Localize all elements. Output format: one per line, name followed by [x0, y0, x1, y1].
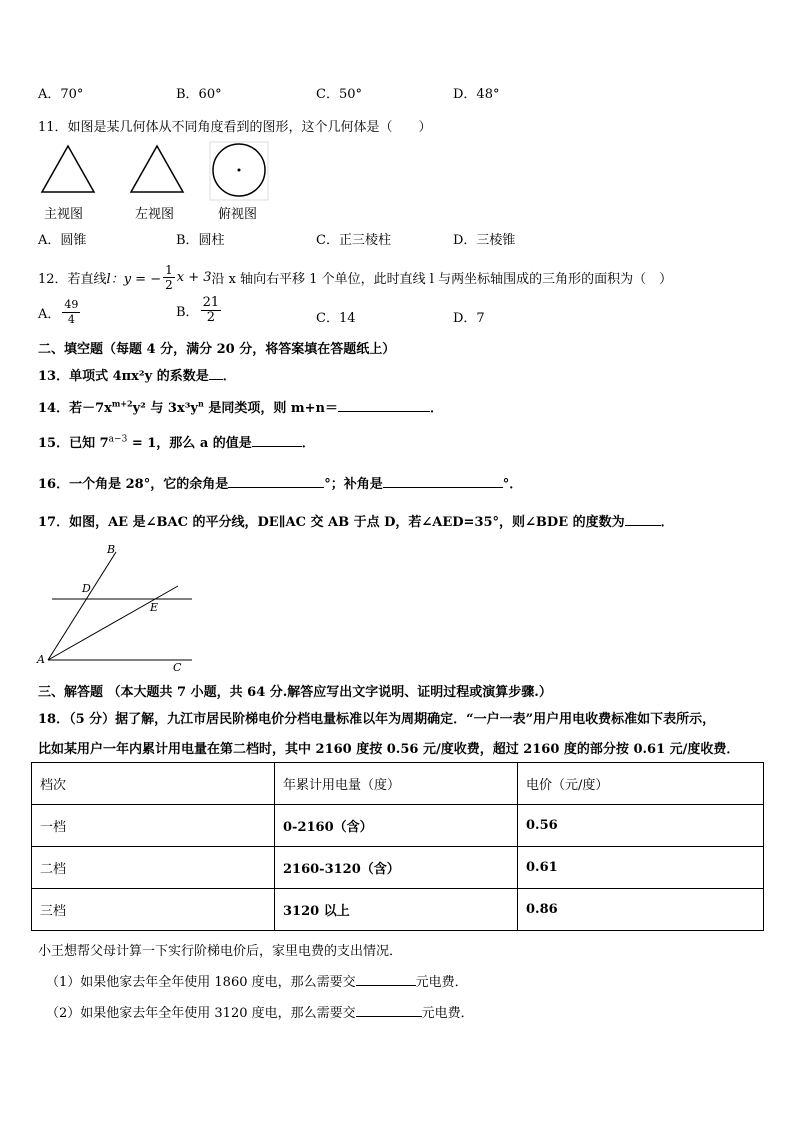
q15-answer-blank — [252, 434, 302, 447]
label-B: B — [107, 543, 116, 556]
q18-sub-1: （1）如果他家去年全年使用 1860 度电，那么需要交 元电费． — [46, 975, 468, 990]
table-header-cell: 档次 — [32, 763, 275, 805]
q16-supplement-blank — [383, 475, 503, 488]
q18-line-1: 18．（5 分）据了解，九江市居民阶梯电价分档电量标准以年为周期确定．“一户一表”用户用电收费标准如下表所示， — [38, 712, 716, 727]
q12-eq-fraction: $\frac{1}{2}$ — [165, 263, 173, 292]
label-E: E — [150, 601, 159, 614]
q10-option-c: C．50° — [316, 87, 362, 102]
label-A: A — [37, 653, 45, 666]
q11-option-d: D．三棱锥 — [453, 233, 516, 248]
q11-text: 11．如图是某几何体从不同角度看到的图形，这个几何体是（ ） — [38, 120, 432, 135]
q12-option-b: B． $\frac{21}{2}$ — [176, 295, 220, 325]
q12-option-a: A． $\frac{49}{4}$ — [38, 298, 79, 326]
table-header-cell: 年累计用电量（度） — [275, 763, 518, 805]
q18-sub2-blank — [356, 1004, 422, 1017]
q11-option-b: B．圆柱 — [176, 233, 225, 248]
electricity-price-table — [31, 762, 764, 931]
q11-option-c: C．正三棱柱 — [316, 233, 391, 248]
side-view-label: 左视图 — [135, 207, 175, 222]
table-cell: 0.86 — [518, 889, 764, 931]
table-cell: 0.56 — [518, 805, 764, 847]
q10-option-d: D．48° — [453, 87, 500, 102]
q12-eq-rhs: x + 3 — [176, 270, 212, 285]
section-3-heading: 三、解答题 （本大题共 7 小题，共 64 分.解答应写出文字说明、证明过程或演算步骤.） — [38, 685, 552, 700]
table-header-row — [32, 763, 764, 805]
q12-option-d: D．7 — [453, 311, 485, 326]
section-2-heading: 二、填空题（每题 4 分，满分 20 分，将答案填在答题纸上） — [38, 342, 396, 357]
table-cell: 三档 — [32, 889, 275, 931]
q12-option-c: C．14 — [316, 311, 356, 326]
q15-text: 15．已知 $7^{a-3} = 1$，那么 a 的值是 ． — [38, 434, 315, 451]
line-AE — [48, 586, 178, 660]
q16-text: 16．一个角是 28°，它的余角是 °；补角是 °． — [38, 477, 523, 492]
table-row — [32, 889, 764, 931]
table-cell: 0-2160（含） — [275, 805, 518, 847]
q17-geometry-figure — [36, 540, 206, 675]
q12-prefix: 12．若直线 — [38, 272, 107, 287]
q13-text: 13．单项式 4πx²y 的系数是 ． — [38, 369, 236, 384]
q13-answer-blank — [209, 367, 223, 380]
q17-text: 17．如图，AE 是∠BAC 的平分线，DE∥AC 交 AB 于点 D，若∠AED=35°，则∠BDE 的度数为 ． — [38, 515, 674, 530]
table-cell: 二档 — [32, 847, 275, 889]
q18-sub-2: （2）如果他家去年全年使用 3120 度电，那么需要交 元电费． — [46, 1006, 474, 1021]
q12-suffix: 沿 x 轴向右平移 1 个单位，此时直线 l 与两坐标轴围成的三角形的面积为（ ） — [211, 272, 673, 287]
front-view-triangle — [42, 146, 94, 192]
q18-after-table: 小王想帮父母计算一下实行阶梯电价后，家里电费的支出情况． — [38, 944, 403, 959]
q18-line-2: 比如某用户一年内累计用电量在第二档时，其中 2160 度按 0.56 元/度收费，超过 2160 度的部分按 0.61 元/度收费． — [38, 742, 740, 757]
side-view-triangle — [131, 146, 183, 192]
q14-answer-blank — [338, 399, 430, 412]
table-cell: 一档 — [32, 805, 275, 847]
table-cell: 0.61 — [518, 847, 764, 889]
q14-text: 14．若$-7x^{m+2}y^2$ 与 $3x^3y^n$ 是同类项，则 m+n＝ ． — [38, 398, 443, 416]
table-cell: 2160-3120（含） — [275, 847, 518, 889]
table-cell: 3120 以上 — [275, 889, 518, 931]
line-AB — [48, 552, 116, 660]
q10-option-b: B．60° — [176, 87, 222, 102]
table-row — [32, 805, 764, 847]
top-view-label: 俯视图 — [218, 207, 258, 222]
table-row — [32, 847, 764, 889]
q12-text — [38, 263, 672, 292]
q10-option-a: A．70° — [38, 87, 84, 102]
q18-sub1-blank — [356, 973, 416, 986]
front-view-label: 主视图 — [44, 207, 84, 222]
table-header-cell: 电价（元/度） — [518, 763, 764, 805]
q12-eq-lhs: l：y = − — [106, 272, 162, 287]
q16-complement-blank — [228, 475, 324, 488]
q11-option-a: A．圆锥 — [38, 233, 87, 248]
top-view-center-dot — [238, 169, 241, 172]
label-D: D — [82, 582, 91, 595]
label-C: C — [173, 661, 182, 674]
q17-answer-blank — [625, 513, 661, 526]
